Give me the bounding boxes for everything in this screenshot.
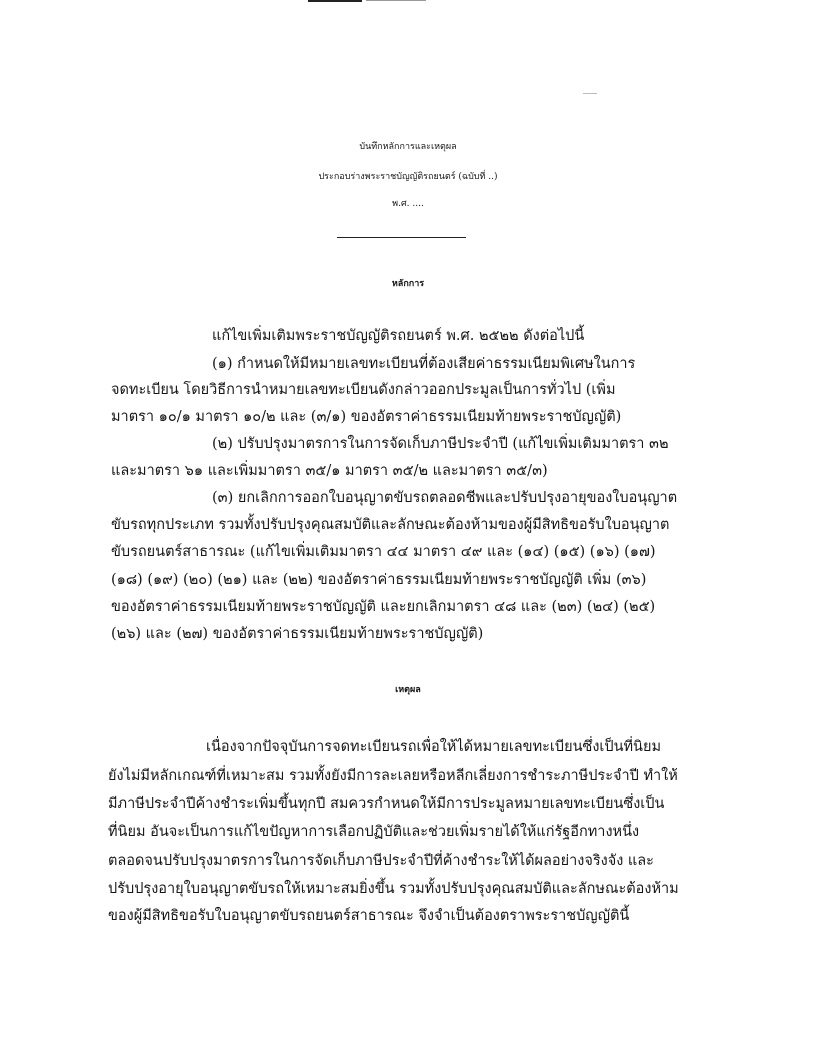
principle-line: (๑) กำหนดให้มีหมายเลขทะเบียนที่ต้องเสียค่าธรรมเนียมพิเศษในการ [212, 356, 636, 372]
principle-line: แก้ไขเพิ่มเติมพระราชบัญญัติรถยนตร์ พ.ศ. ๒๕๒๒ ดังต่อไปนี้ [212, 328, 585, 344]
memo-subtitle: ประกอบร่างพระราชบัญญัติรถยนตร์ (ฉบับที่ ..) [318, 172, 498, 182]
reason-line: ที่นิยม อันจะเป็นการแก้ไขปัญหาการเลือกปฏิบัติและช่วยเพิ่มรายได้ให้แก่รัฐอีกทางหนึ่ง [108, 824, 640, 840]
principle-line: ขับรถยนตร์สาธารณะ (แก้ไขเพิ่มเติมมาตรา ๔๔ มาตรา ๔๙ และ (๑๔) (๑๕) (๑๖) (๑๗) [111, 544, 656, 560]
principle-line: ขับรถทุกประเภท รวมทั้งปรับปรุงคุณสมบัติและลักษณะต้องห้ามของผู้มีสิทธิขอรับใบอนุญาต [111, 517, 670, 533]
principle-line: มาตรา ๑๐/๑ มาตรา ๑๐/๒ และ (๓/๑) ของอัตราค่าธรรมเนียมท้ายพระราชบัญญัติ) [111, 409, 622, 425]
principle-line: จดทะเบียน โดยวิธีการนำหมายเลขทะเบียนดังกล่าวออกประมูลเป็นการทั่วไป (เพิ่ม [111, 382, 616, 398]
reason-line: มีภาษีประจำปีค้างชำระเพิ่มขึ้นทุกปี สมควรกำหนดให้มีการประมูลหมายเลขทะเบียนซึ่งเป็น [108, 796, 665, 812]
principle-line: (๒๖) และ (๒๗) ของอัตราค่าธรรมเนียมท้ายพระราชบัญญัติ) [111, 626, 484, 642]
reason-line: เนื่องจากปัจจุบันการจดทะเบียนรถเพื่อให้ได้หมายเลขทะเบียนซึ่งเป็นที่นิยม [206, 739, 662, 755]
principle-line: (๒) ปรับปรุงมาตรการในการจัดเก็บภาษีประจำปี (แก้ไขเพิ่มเติมมาตรา ๓๒ [212, 436, 669, 452]
principle-line: (๑๘) (๑๙) (๒๐) (๒๑) และ (๒๒) ของอัตราค่าธรรมเนียมท้ายพระราชบัญญัติ เพิ่ม (๓๖) [111, 572, 647, 588]
scan-artifact-mark [308, 0, 362, 2]
scan-artifact-speck [583, 93, 597, 94]
memo-title: บันทึกหลักการและเหตุผล [359, 142, 457, 152]
principle-line: (๓) ยกเลิกการออกใบอนุญาตขับรถตลอดชีพและปรับปรุงอายุของใบอนุญาต [212, 490, 678, 506]
title-divider [337, 237, 466, 238]
scan-artifact-mark [366, 0, 426, 1]
principle-heading: หลักการ [391, 279, 425, 289]
reason-line: ปรับปรุงอายุใบอนุญาตขับรถให้เหมาะสมยิ่งขึ้น รวมทั้งปรับปรุงคุณสมบัติและลักษณะต้องห้าม [108, 881, 679, 897]
reason-line: ยังไม่มีหลักเกณฑ์ที่เหมาะสม รวมทั้งยังมีการละเลยหรือหลีกเลี่ยงการชำระภาษีประจำปี ทำให้ [108, 768, 678, 784]
reason-heading: เหตุผล [395, 685, 421, 695]
principle-line: และมาตรา ๖๑ และเพิ่มมาตรา ๓๕/๑ มาตรา ๓๕/๒ และมาตรา ๓๕/๓) [111, 463, 548, 479]
principle-line: ของอัตราค่าธรรมเนียมท้ายพระราชบัญญัติ และยกเลิกมาตรา ๔๘ และ (๒๓) (๒๔) (๒๕) [111, 599, 656, 615]
reason-line: ตลอดจนปรับปรุงมาตรการในการจัดเก็บภาษีประจำปีที่ค้างชำระให้ได้ผลอย่างจริงจัง และ [108, 853, 654, 869]
memo-year: พ.ศ. .... [392, 199, 424, 209]
reason-line: ของผู้มีสิทธิขอรับใบอนุญาตขับรถยนตร์สาธารณะ จึงจำเป็นต้องตราพระราชบัญญัตินี้ [108, 908, 630, 924]
